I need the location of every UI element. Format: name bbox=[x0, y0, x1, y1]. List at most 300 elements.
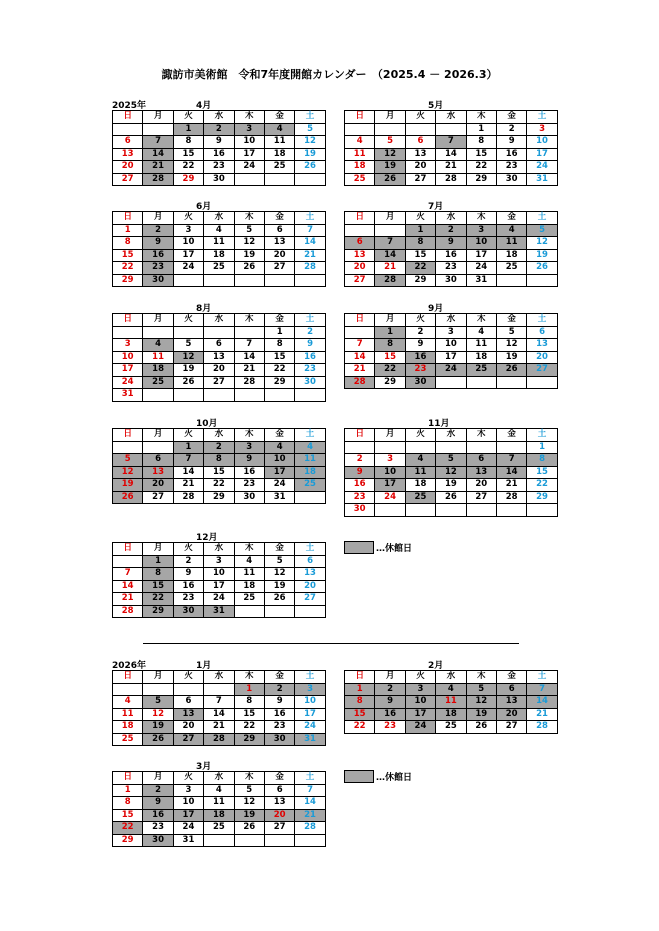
weekday-header: 土 bbox=[295, 543, 325, 556]
day-cell: 22 bbox=[527, 479, 557, 492]
day-cell: 18 bbox=[143, 364, 173, 377]
day-cell: 27 bbox=[405, 173, 435, 186]
day-cell: 4 bbox=[264, 123, 294, 136]
day-cell: 5 bbox=[264, 555, 294, 568]
weekday-header: 水 bbox=[204, 314, 234, 327]
weekday-header-row bbox=[113, 543, 326, 556]
calendar-grid bbox=[112, 313, 326, 402]
day-cell: 29 bbox=[264, 376, 294, 389]
day-cell bbox=[234, 834, 264, 847]
legend-closed-2 bbox=[344, 770, 412, 783]
weekday-header: 金 bbox=[264, 111, 294, 124]
week-row bbox=[345, 339, 558, 352]
day-cell: 22 bbox=[113, 822, 143, 835]
day-cell: 1 bbox=[527, 441, 557, 454]
day-cell: 19 bbox=[113, 479, 143, 492]
day-cell: 15 bbox=[113, 809, 143, 822]
day-cell: 26 bbox=[234, 262, 264, 275]
day-cell: 20 bbox=[204, 364, 234, 377]
day-cell: 7 bbox=[295, 224, 325, 237]
day-cell: 28 bbox=[436, 173, 466, 186]
week-row bbox=[345, 173, 558, 186]
week-row bbox=[113, 364, 326, 377]
day-cell: 23 bbox=[143, 822, 173, 835]
day-cell bbox=[204, 326, 234, 339]
day-cell: 15 bbox=[375, 351, 405, 364]
day-cell: 27 bbox=[264, 262, 294, 275]
weekday-header: 土 bbox=[295, 314, 325, 327]
day-cell: 28 bbox=[527, 721, 557, 734]
day-cell: 28 bbox=[173, 491, 203, 504]
weekday-header: 日 bbox=[113, 671, 143, 684]
weekday-header: 水 bbox=[436, 314, 466, 327]
day-cell: 9 bbox=[264, 696, 294, 709]
weekday-header: 水 bbox=[436, 212, 466, 225]
weekday-header-row bbox=[345, 111, 558, 124]
day-cell: 4 bbox=[295, 441, 325, 454]
day-cell: 8 bbox=[173, 136, 203, 149]
day-cell: 7 bbox=[173, 454, 203, 467]
day-cell: 30 bbox=[436, 274, 466, 287]
day-cell: 30 bbox=[204, 173, 234, 186]
day-cell: 19 bbox=[234, 809, 264, 822]
weekday-header: 火 bbox=[173, 671, 203, 684]
day-cell: 15 bbox=[204, 466, 234, 479]
day-cell: 17 bbox=[527, 148, 557, 161]
weekday-header: 火 bbox=[173, 314, 203, 327]
weekday-header: 金 bbox=[264, 314, 294, 327]
day-cell: 11 bbox=[405, 466, 435, 479]
day-cell: 26 bbox=[234, 822, 264, 835]
week-row bbox=[113, 822, 326, 835]
day-cell: 12 bbox=[264, 568, 294, 581]
month-label: 5月 bbox=[428, 101, 444, 111]
day-cell: 19 bbox=[143, 721, 173, 734]
month-label: 8月 bbox=[196, 304, 212, 314]
day-cell bbox=[496, 376, 526, 389]
day-cell: 24 bbox=[234, 161, 264, 174]
day-cell: 24 bbox=[173, 262, 203, 275]
week-row bbox=[113, 797, 326, 810]
day-cell: 28 bbox=[295, 262, 325, 275]
week-row bbox=[345, 237, 558, 250]
day-cell: 16 bbox=[173, 580, 203, 593]
day-cell bbox=[527, 376, 557, 389]
day-cell: 29 bbox=[234, 733, 264, 746]
day-cell: 12 bbox=[527, 237, 557, 250]
day-cell: 16 bbox=[204, 148, 234, 161]
day-cell: 29 bbox=[204, 491, 234, 504]
day-cell: 19 bbox=[173, 364, 203, 377]
day-cell: 14 bbox=[295, 797, 325, 810]
day-cell: 25 bbox=[264, 161, 294, 174]
page-title: 諏訪市美術館 令和7年度開館カレンダー （2025.4 － 2026.3） bbox=[161, 68, 498, 81]
month-calendar bbox=[112, 202, 318, 287]
weekday-header: 日 bbox=[345, 111, 375, 124]
day-cell: 15 bbox=[173, 148, 203, 161]
day-cell: 18 bbox=[466, 351, 496, 364]
week-row bbox=[113, 376, 326, 389]
day-cell: 23 bbox=[264, 721, 294, 734]
week-row bbox=[113, 733, 326, 746]
day-cell: 28 bbox=[295, 822, 325, 835]
year-label-2025: 2025年 bbox=[112, 101, 147, 111]
day-cell: 20 bbox=[113, 161, 143, 174]
weekday-header: 金 bbox=[496, 314, 526, 327]
day-cell: 29 bbox=[527, 491, 557, 504]
day-cell: 12 bbox=[234, 237, 264, 250]
weekday-header: 月 bbox=[143, 314, 173, 327]
week-row bbox=[345, 161, 558, 174]
day-cell: 2 bbox=[295, 326, 325, 339]
day-cell: 9 bbox=[173, 568, 203, 581]
weekday-header: 月 bbox=[143, 111, 173, 124]
weekday-header: 日 bbox=[345, 429, 375, 442]
day-cell: 9 bbox=[143, 797, 173, 810]
weekday-header: 月 bbox=[143, 772, 173, 785]
day-cell: 22 bbox=[113, 262, 143, 275]
day-cell: 1 bbox=[345, 683, 375, 696]
day-cell: 8 bbox=[527, 454, 557, 467]
month-calendar bbox=[344, 419, 550, 517]
week-row bbox=[345, 504, 558, 517]
weekday-header: 火 bbox=[405, 111, 435, 124]
calendar-grid bbox=[112, 771, 326, 847]
month-label: 9月 bbox=[428, 304, 444, 314]
day-cell: 22 bbox=[204, 479, 234, 492]
day-cell: 29 bbox=[143, 605, 173, 618]
day-cell: 10 bbox=[436, 339, 466, 352]
day-cell: 8 bbox=[113, 797, 143, 810]
day-cell: 2 bbox=[204, 441, 234, 454]
day-cell: 27 bbox=[345, 274, 375, 287]
day-cell: 18 bbox=[496, 249, 526, 262]
week-row bbox=[345, 224, 558, 237]
day-cell: 11 bbox=[204, 237, 234, 250]
weekday-header: 日 bbox=[345, 212, 375, 225]
day-cell: 12 bbox=[466, 696, 496, 709]
weekday-header: 金 bbox=[264, 671, 294, 684]
week-row bbox=[113, 809, 326, 822]
day-cell: 10 bbox=[113, 351, 143, 364]
weekday-header: 木 bbox=[234, 429, 264, 442]
weekday-header: 火 bbox=[173, 111, 203, 124]
day-cell: 22 bbox=[234, 721, 264, 734]
day-cell: 23 bbox=[496, 161, 526, 174]
day-cell: 8 bbox=[375, 339, 405, 352]
weekday-header: 金 bbox=[496, 429, 526, 442]
weekday-header: 金 bbox=[264, 543, 294, 556]
weekday-header: 月 bbox=[375, 212, 405, 225]
day-cell: 30 bbox=[143, 834, 173, 847]
day-cell: 15 bbox=[143, 580, 173, 593]
day-cell: 19 bbox=[295, 148, 325, 161]
day-cell: 12 bbox=[436, 466, 466, 479]
day-cell: 17 bbox=[466, 249, 496, 262]
week-row bbox=[113, 274, 326, 287]
day-cell: 6 bbox=[264, 784, 294, 797]
day-cell: 15 bbox=[527, 466, 557, 479]
day-cell: 27 bbox=[264, 822, 294, 835]
day-cell: 5 bbox=[436, 454, 466, 467]
weekday-header: 火 bbox=[405, 429, 435, 442]
day-cell: 3 bbox=[405, 683, 435, 696]
weekday-header: 火 bbox=[173, 429, 203, 442]
day-cell: 10 bbox=[527, 136, 557, 149]
weekday-header: 木 bbox=[466, 429, 496, 442]
weekday-header: 日 bbox=[113, 212, 143, 225]
day-cell: 21 bbox=[173, 479, 203, 492]
day-cell: 14 bbox=[173, 466, 203, 479]
day-cell: 26 bbox=[466, 721, 496, 734]
day-cell: 29 bbox=[375, 376, 405, 389]
day-cell: 11 bbox=[345, 148, 375, 161]
day-cell bbox=[234, 326, 264, 339]
day-cell: 23 bbox=[295, 364, 325, 377]
weekday-header-row bbox=[113, 429, 326, 442]
day-cell: 25 bbox=[143, 376, 173, 389]
day-cell bbox=[375, 224, 405, 237]
day-cell: 23 bbox=[375, 721, 405, 734]
weekday-header: 水 bbox=[204, 212, 234, 225]
week-row bbox=[113, 605, 326, 618]
day-cell: 5 bbox=[234, 784, 264, 797]
day-cell: 7 bbox=[375, 237, 405, 250]
day-cell bbox=[173, 326, 203, 339]
day-cell: 27 bbox=[173, 733, 203, 746]
day-cell bbox=[295, 274, 325, 287]
day-cell: 21 bbox=[234, 364, 264, 377]
weekday-header: 月 bbox=[143, 671, 173, 684]
day-cell bbox=[375, 123, 405, 136]
day-cell: 9 bbox=[405, 339, 435, 352]
day-cell: 2 bbox=[375, 683, 405, 696]
weekday-header: 火 bbox=[405, 671, 435, 684]
day-cell: 17 bbox=[234, 148, 264, 161]
weekday-header: 金 bbox=[496, 671, 526, 684]
weekday-header: 水 bbox=[204, 543, 234, 556]
day-cell: 17 bbox=[436, 351, 466, 364]
day-cell: 17 bbox=[113, 364, 143, 377]
day-cell: 7 bbox=[204, 696, 234, 709]
weekday-header-row bbox=[345, 429, 558, 442]
weekday-header: 木 bbox=[466, 314, 496, 327]
day-cell: 25 bbox=[234, 593, 264, 606]
day-cell bbox=[113, 326, 143, 339]
day-cell: 26 bbox=[264, 593, 294, 606]
day-cell: 16 bbox=[496, 148, 526, 161]
day-cell: 13 bbox=[527, 339, 557, 352]
weekday-header: 土 bbox=[527, 212, 557, 225]
day-cell: 20 bbox=[173, 721, 203, 734]
day-cell: 28 bbox=[345, 376, 375, 389]
day-cell bbox=[527, 274, 557, 287]
day-cell: 23 bbox=[436, 262, 466, 275]
day-cell: 3 bbox=[466, 224, 496, 237]
week-row bbox=[345, 136, 558, 149]
weekday-header: 水 bbox=[204, 772, 234, 785]
day-cell: 13 bbox=[173, 708, 203, 721]
day-cell: 2 bbox=[405, 326, 435, 339]
day-cell: 23 bbox=[405, 364, 435, 377]
day-cell: 5 bbox=[375, 136, 405, 149]
day-cell: 6 bbox=[345, 237, 375, 250]
legend-closed bbox=[344, 541, 412, 554]
day-cell bbox=[113, 555, 143, 568]
week-row bbox=[345, 721, 558, 734]
day-cell: 5 bbox=[466, 683, 496, 696]
week-row bbox=[345, 326, 558, 339]
calendar-grid bbox=[112, 542, 326, 618]
day-cell: 1 bbox=[375, 326, 405, 339]
day-cell: 27 bbox=[204, 376, 234, 389]
weekday-header: 火 bbox=[173, 212, 203, 225]
weekday-header: 土 bbox=[527, 314, 557, 327]
day-cell: 1 bbox=[264, 326, 294, 339]
day-cell: 23 bbox=[143, 262, 173, 275]
day-cell: 3 bbox=[375, 454, 405, 467]
day-cell bbox=[143, 683, 173, 696]
day-cell: 31 bbox=[113, 389, 143, 402]
weekday-header: 月 bbox=[143, 212, 173, 225]
day-cell: 21 bbox=[295, 249, 325, 262]
weekday-header: 火 bbox=[405, 314, 435, 327]
day-cell: 6 bbox=[466, 454, 496, 467]
calendar-grid bbox=[112, 110, 326, 186]
day-cell: 24 bbox=[436, 364, 466, 377]
day-cell bbox=[436, 123, 466, 136]
day-cell: 3 bbox=[173, 224, 203, 237]
day-cell: 30 bbox=[496, 173, 526, 186]
day-cell: 21 bbox=[436, 161, 466, 174]
day-cell bbox=[264, 173, 294, 186]
day-cell: 22 bbox=[173, 161, 203, 174]
day-cell: 15 bbox=[405, 249, 435, 262]
day-cell: 2 bbox=[264, 683, 294, 696]
day-cell: 6 bbox=[295, 555, 325, 568]
day-cell: 13 bbox=[496, 696, 526, 709]
week-row bbox=[113, 568, 326, 581]
day-cell bbox=[496, 504, 526, 517]
weekday-header: 木 bbox=[466, 671, 496, 684]
day-cell: 26 bbox=[436, 491, 466, 504]
day-cell: 31 bbox=[466, 274, 496, 287]
week-row bbox=[345, 479, 558, 492]
day-cell bbox=[264, 834, 294, 847]
day-cell bbox=[234, 274, 264, 287]
day-cell: 10 bbox=[204, 568, 234, 581]
day-cell bbox=[295, 491, 325, 504]
day-cell: 6 bbox=[173, 696, 203, 709]
day-cell: 2 bbox=[436, 224, 466, 237]
day-cell: 14 bbox=[143, 148, 173, 161]
weekday-header-row bbox=[113, 671, 326, 684]
day-cell: 6 bbox=[264, 224, 294, 237]
day-cell: 21 bbox=[113, 593, 143, 606]
day-cell: 18 bbox=[204, 809, 234, 822]
day-cell: 29 bbox=[173, 173, 203, 186]
day-cell: 8 bbox=[264, 339, 294, 352]
month-label: 6月 bbox=[196, 202, 212, 212]
day-cell: 24 bbox=[527, 161, 557, 174]
day-cell: 6 bbox=[113, 136, 143, 149]
month-label: 10月 bbox=[196, 419, 218, 429]
day-cell: 29 bbox=[113, 274, 143, 287]
weekday-header-row bbox=[113, 212, 326, 225]
month-label: 11月 bbox=[428, 419, 450, 429]
day-cell: 4 bbox=[466, 326, 496, 339]
day-cell: 19 bbox=[375, 161, 405, 174]
day-cell: 1 bbox=[173, 441, 203, 454]
month-label: 2月 bbox=[428, 661, 444, 671]
week-row bbox=[345, 708, 558, 721]
day-cell: 10 bbox=[234, 136, 264, 149]
day-cell: 3 bbox=[234, 123, 264, 136]
day-cell bbox=[264, 605, 294, 618]
legend-text: …休館日 bbox=[376, 773, 413, 783]
weekday-header-row bbox=[113, 772, 326, 785]
day-cell: 31 bbox=[204, 605, 234, 618]
day-cell bbox=[113, 683, 143, 696]
day-cell: 17 bbox=[405, 708, 435, 721]
day-cell: 25 bbox=[436, 721, 466, 734]
day-cell: 13 bbox=[405, 148, 435, 161]
day-cell: 24 bbox=[466, 262, 496, 275]
day-cell: 30 bbox=[234, 491, 264, 504]
weekday-header: 土 bbox=[295, 212, 325, 225]
day-cell: 8 bbox=[143, 568, 173, 581]
day-cell: 11 bbox=[295, 454, 325, 467]
week-row bbox=[113, 262, 326, 275]
day-cell: 31 bbox=[527, 173, 557, 186]
day-cell bbox=[113, 441, 143, 454]
day-cell: 6 bbox=[143, 454, 173, 467]
day-cell: 11 bbox=[143, 351, 173, 364]
weekday-header: 水 bbox=[436, 671, 466, 684]
week-row bbox=[345, 683, 558, 696]
day-cell: 24 bbox=[113, 376, 143, 389]
day-cell: 30 bbox=[264, 733, 294, 746]
day-cell: 20 bbox=[496, 708, 526, 721]
day-cell: 4 bbox=[264, 441, 294, 454]
day-cell: 14 bbox=[113, 580, 143, 593]
day-cell: 24 bbox=[173, 822, 203, 835]
day-cell: 31 bbox=[173, 834, 203, 847]
week-row bbox=[113, 441, 326, 454]
day-cell: 25 bbox=[496, 262, 526, 275]
week-row bbox=[113, 784, 326, 797]
day-cell bbox=[375, 441, 405, 454]
day-cell: 28 bbox=[113, 605, 143, 618]
day-cell: 24 bbox=[264, 479, 294, 492]
month-calendar bbox=[112, 419, 318, 504]
day-cell: 5 bbox=[143, 696, 173, 709]
day-cell: 27 bbox=[496, 721, 526, 734]
day-cell: 15 bbox=[264, 351, 294, 364]
week-row bbox=[113, 834, 326, 847]
day-cell: 1 bbox=[143, 555, 173, 568]
day-cell: 31 bbox=[295, 733, 325, 746]
day-cell: 5 bbox=[496, 326, 526, 339]
day-cell: 12 bbox=[295, 136, 325, 149]
weekday-header: 水 bbox=[436, 111, 466, 124]
day-cell bbox=[496, 274, 526, 287]
week-row bbox=[113, 696, 326, 709]
day-cell bbox=[295, 605, 325, 618]
day-cell bbox=[204, 683, 234, 696]
month-label: 1月 bbox=[196, 661, 212, 671]
week-row bbox=[113, 683, 326, 696]
